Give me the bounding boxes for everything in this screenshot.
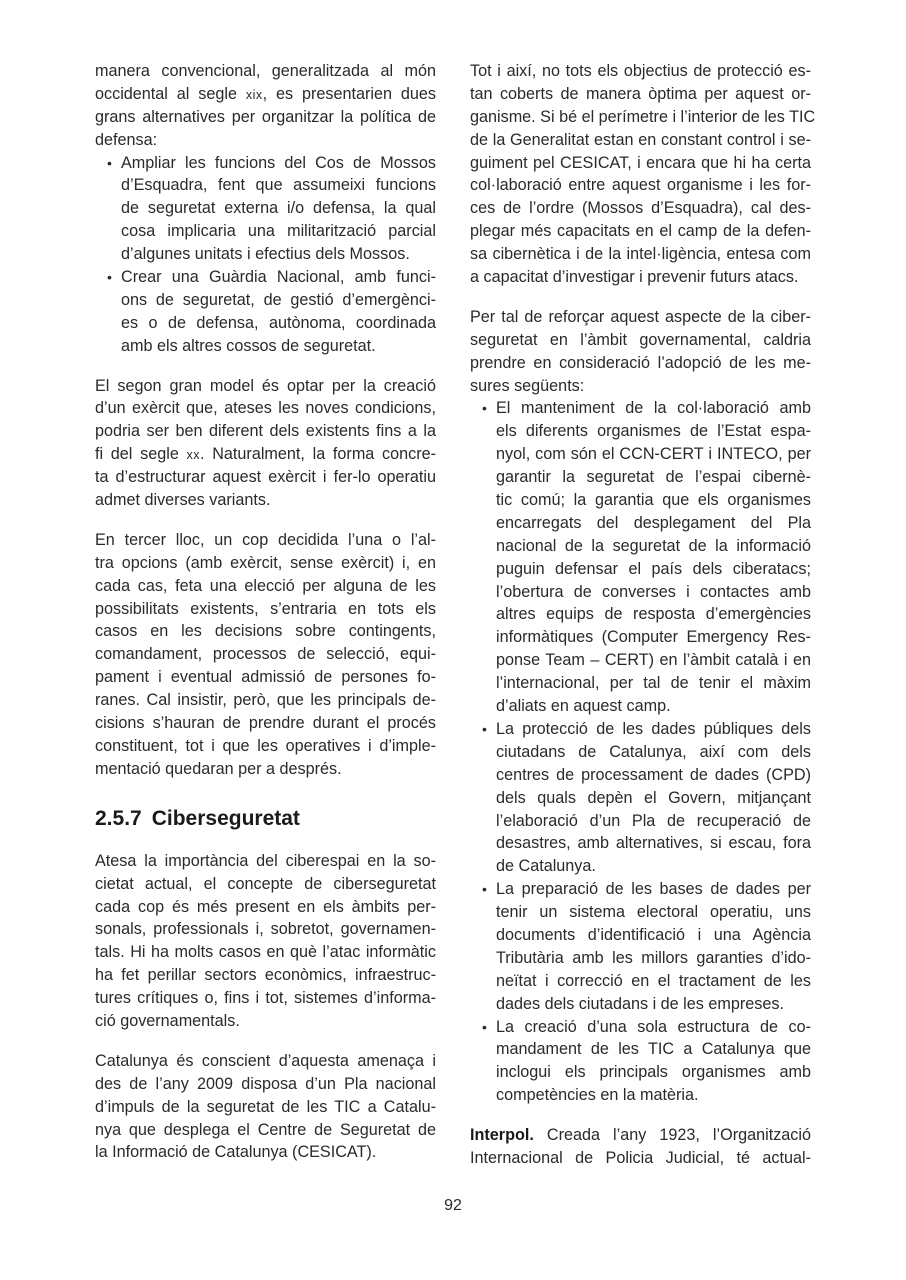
text-line: Per tal de reforçar aquest aspecte de la ciber- [470, 307, 811, 326]
bullet-icon: • [107, 154, 112, 171]
text-line: d’un exèrcit que, ateses les noves condicions, [95, 399, 436, 418]
spacer [95, 1033, 436, 1050]
text-line: sonals, professionals i, sobretot, governamen- [95, 920, 436, 939]
text-line: ganisme. Si bé el perímetre i l’interior de les TIC [470, 107, 816, 126]
text-line: a capacitat d’investigar i prevenir futurs atacs. [470, 268, 799, 287]
text-line: ces de l’ordre (Mossos d’Esquadra), cal des- [470, 199, 811, 218]
intro-paragraph [95, 60, 436, 152]
text-line: tic comú; la garantia que els organismes [496, 491, 811, 510]
text-line: mandament de les TIC a Catalunya que [496, 1040, 811, 1059]
text-line: puguin defensar el país dels ciberatacs; [496, 559, 811, 578]
text-line: d’impuls de la seguretat de les TIC a Catalu- [95, 1097, 436, 1116]
text-line: Crear una Guàrdia Nacional, amb funci- [121, 268, 436, 287]
text-line: cietat actual, el concepte de ciberseguretat [95, 874, 436, 893]
paragraph-reinforce-measures [470, 306, 811, 398]
text-line: occidental al segle xix, es presentarien dues [95, 84, 436, 103]
text-line: ció governamentals. [95, 1011, 240, 1030]
bullet-icon: • [482, 400, 487, 417]
text-line: cada cas, feta una elecció per alguna de les [95, 576, 436, 595]
bullet-item-data-protection [470, 718, 811, 878]
bullet-icon: • [482, 1018, 487, 1035]
text-line: nya que desplega el Centre de Seguretat de [95, 1120, 436, 1139]
text-line: dades dels ciutadans i de les empreses. [496, 994, 784, 1013]
spacer [95, 512, 436, 529]
text-line: sa cibernètica i de la intel·ligència, entesa com [470, 245, 811, 264]
text-line: d’aliats en aquest camp. [496, 697, 671, 716]
text-line: es o de defensa, autònoma, coordinada [121, 313, 436, 332]
text-line: prendre en consideració l’adopció de les me- [470, 353, 811, 372]
text-line: ciutadans de Catalunya, així com dels [496, 742, 811, 761]
text-line: cada cop és més present en els àmbits per- [95, 897, 436, 916]
bullet-item-guardia-nacional [95, 266, 436, 358]
text-line: podria ser ben diferent dels existents fins a la [95, 422, 436, 441]
text-line: Catalunya és conscient d’aquesta amenaça i [95, 1051, 436, 1070]
text-line: amb els altres cossos de seguretat. [121, 336, 376, 355]
bullet-icon: • [482, 720, 487, 737]
text-line: Tot i així, no tots els objectius de protecció es- [470, 62, 811, 80]
spacer [470, 1107, 811, 1124]
bullet-item-databases [470, 878, 811, 1015]
century-roman-numeral: xx [186, 448, 201, 463]
text-line: possibilitats existents, s’entraria en tots els [95, 599, 436, 618]
text-line: els diferents organismes de l’Estat espa- [496, 422, 811, 441]
section-title: Ciberseguretat [151, 806, 300, 830]
section-heading [95, 805, 436, 833]
text-line: desastres, amb alternatives, si escau, fora [496, 834, 811, 853]
text-line: manera convencional, generalitzada al món [95, 62, 436, 80]
paragraph-cyberspace [95, 850, 436, 1033]
text-line: cosa implicaria una militarització parcial [121, 222, 436, 241]
text-line: ha fet perillar sectors econòmics, infraestruc- [95, 966, 436, 985]
bullet-icon: • [107, 269, 112, 286]
text-line: Ampliar les funcions del Cos de Mossos [121, 153, 436, 172]
text-line: neïtat i correcció en el tractament de les [496, 971, 811, 990]
text-line: comandament, processos de selecció, equi- [95, 645, 436, 664]
text-line: guiment pel CESICAT, i encara que hi ha certa [470, 153, 811, 172]
paragraph-protection-objectives [470, 60, 816, 289]
text-line: tals. Hi ha molts casos en què l’atac informàtic [95, 943, 436, 962]
text-line: tan coberts de manera òptima per aquest or- [470, 84, 811, 103]
text-line: Internacional de Policia Judicial, té actual- [470, 1148, 811, 1167]
text-line: nyol, com són el CCN-CERT i INTECO, per [496, 445, 811, 464]
text-line: tra opcions (amb exèrcit, sense exèrcit) i, en [95, 553, 436, 572]
text-line: de Catalunya. [496, 857, 596, 876]
text-line: la Informació de Catalunya (CESICAT). [95, 1143, 377, 1162]
century-roman-numeral: xix [245, 87, 263, 102]
text-line: de la Generalitat estan en constant control i se- [470, 130, 811, 149]
text-line: competències en la matèria. [496, 1086, 699, 1105]
text-line: informàtiques (Computer Emergency Res- [496, 628, 811, 647]
text-line: sures següents: [470, 376, 585, 395]
text-line: l’elaboració d’un Pla de recuperació de [496, 811, 811, 830]
text-line: El manteniment de la col·laboració amb [496, 399, 811, 418]
text-line: mentació quedaran per a després. [95, 759, 342, 778]
bullet-item-mossos [95, 152, 436, 266]
text-line: d’algunes unitats i efectius dels Mossos. [121, 245, 410, 264]
paragraph-catalunya-cesicat [95, 1050, 436, 1164]
text-line: encarregats del desplegament del Pla [496, 513, 811, 532]
bullet-item-command-structure [470, 1016, 811, 1108]
page-number: 92 [444, 1197, 462, 1214]
text-line: fi del segle xx. Naturalment, la forma concre- [95, 445, 436, 464]
text-line: d’Esquadra, fent que assumeixi funcions [121, 176, 436, 195]
text-line: seguretat en l’àmbit governamental, caldria [470, 330, 811, 349]
text-line: pament i eventual admissió de persones fo- [95, 668, 436, 687]
text-line: dels quals depèn el Govern, mitjançant [496, 788, 811, 807]
right-column [470, 60, 816, 1170]
spacer [470, 289, 811, 306]
left-column [95, 60, 436, 1164]
paragraph-third-place [95, 529, 436, 781]
bullet-item-collaboration [470, 397, 811, 717]
text-line: l’internacional, per tal de tenir el màxim [496, 674, 811, 693]
text-line: tenir un sistema electoral operatiu, uns [496, 903, 811, 922]
text-line: nacional de la seguretat de la informació [496, 536, 811, 555]
text-line: Atesa la importància del ciberespai en la so- [95, 851, 436, 870]
text-line: des de l’any 2009 disposa d’un Pla nacional [95, 1074, 436, 1093]
text-line: documents d’identificació i una Agència [496, 925, 811, 944]
text-line: ons de seguretat, de gestió d’emergènci- [121, 290, 436, 309]
text-line: ta d’estructurar aquest exèrcit i fer-lo operatiu [95, 468, 436, 487]
text-line: admet diverses variants. [95, 491, 271, 510]
paragraph-interpol [470, 1124, 811, 1170]
bullet-icon: • [482, 881, 487, 898]
spacer [95, 358, 436, 375]
spacer [95, 833, 436, 850]
text-line: casos en les decisions sobre contingents, [95, 622, 436, 641]
text-line: grans alternatives per organitzar la política de [95, 107, 436, 126]
text-line: defensa: [95, 130, 158, 149]
text-line: constituent, tot i que les operatives i d’imple- [95, 736, 436, 755]
text-line: altres equips de resposta d’emergències [496, 605, 811, 624]
paragraph-second-model [95, 375, 436, 512]
text-line: col·laboració entre aquest organisme i les for- [470, 176, 811, 195]
text-line: La preparació de les bases de dades per [496, 880, 811, 899]
text-line: inclogui els principals organismes amb [496, 1063, 811, 1082]
text-line: Interpol. Creada l’any 1923, l’Organització [470, 1126, 811, 1145]
text-line: La creació d’una sola estructura de co- [496, 1017, 811, 1036]
text-line: Tributària amb les millors garanties d’ido- [496, 948, 811, 967]
text-line: En tercer lloc, un cop decidida l’una o l’al- [95, 530, 436, 549]
spacer [95, 781, 436, 805]
text-line: l’obertura de converses i contactes amb [496, 582, 811, 601]
text-line: El segon gran model és optar per la creació [95, 376, 436, 395]
text-line: cisions s’hauran de prendre durant el procés [95, 714, 436, 733]
text-line: ponse Team – CERT) en l’àmbit català i en [496, 651, 811, 670]
text-line: ranes. Cal insistir, però, que les principals de- [95, 691, 436, 710]
text-line: plegar més capacitats en el camp de la defen- [470, 222, 811, 241]
text-line: tures crítiques o, fins i tot, sistemes d’informa- [95, 989, 436, 1008]
text-line: centres de processament de dades (CPD) [496, 765, 811, 784]
text-line: La protecció de les dades públiques dels [496, 719, 811, 738]
section-number: 2.5.7 [95, 806, 142, 830]
text-line: de seguretat externa i/o defensa, la qual [121, 199, 436, 218]
text-line: garantir la seguretat de l’espai cibernè- [496, 468, 811, 487]
interpol-run-in-heading: Interpol. [470, 1126, 534, 1145]
